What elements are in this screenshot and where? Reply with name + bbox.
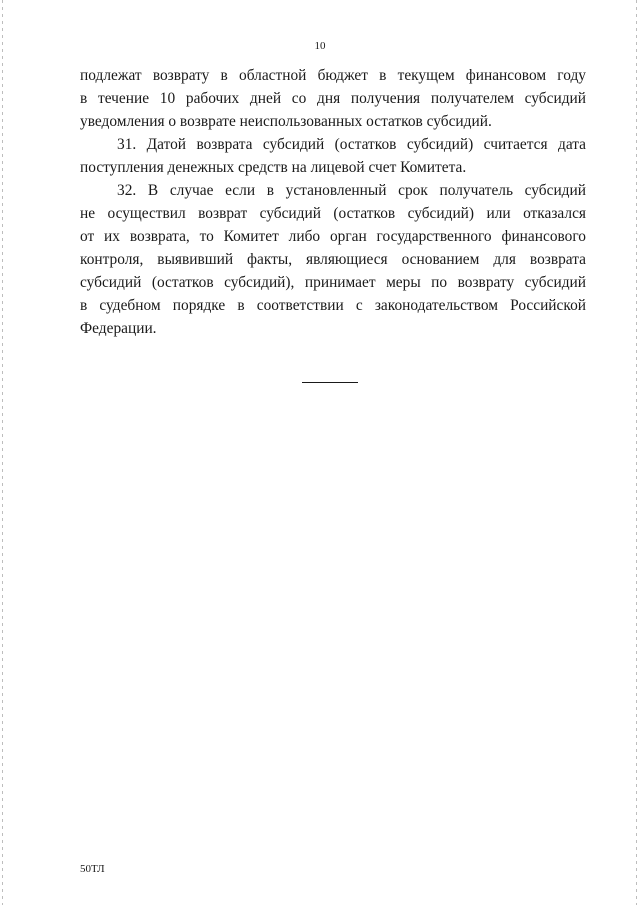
text-line: уведомления о возврате неиспользованных остатков субсидий. [80, 113, 492, 130]
paragraph-item-32 [80, 179, 586, 340]
text-line: контроля, выявивший факты, являющиеся основанием для возврата [80, 251, 586, 268]
footer-code: 50ТЛ [80, 863, 105, 875]
paragraph-continuation [80, 64, 586, 133]
text-line: не осуществил возврат субсидий (остатков субсидий) или отказался [80, 205, 586, 222]
text-line: 32. В случае если в установленный срок получатель субсидий [117, 182, 586, 199]
scan-edge-left [2, 0, 3, 905]
paragraph-item-31 [80, 133, 586, 179]
text-line: 31. Датой возврата субсидий (остатков субсидий) считается дата [117, 136, 586, 153]
text-line: в судебном порядке в соответствии с законодательством Российской [80, 297, 586, 314]
scan-edge-right [636, 0, 637, 905]
end-of-text-rule [302, 382, 358, 383]
text-line: поступления денежных средств на лицевой счет Комитета. [80, 159, 467, 176]
page-number: 10 [314, 40, 326, 52]
text-line: подлежат возврату в областной бюджет в текущем финансовом году [80, 67, 586, 84]
text-line: в течение 10 рабочих дней со дня получения получателем субсидий [80, 90, 586, 107]
text-line: субсидий (остатков субсидий), принимает меры по возврату субсидий [80, 274, 586, 291]
text-line: от их возврата, то Комитет либо орган государственного финансового [80, 228, 586, 245]
text-line: Федерации. [80, 320, 157, 337]
document-body [80, 64, 586, 340]
